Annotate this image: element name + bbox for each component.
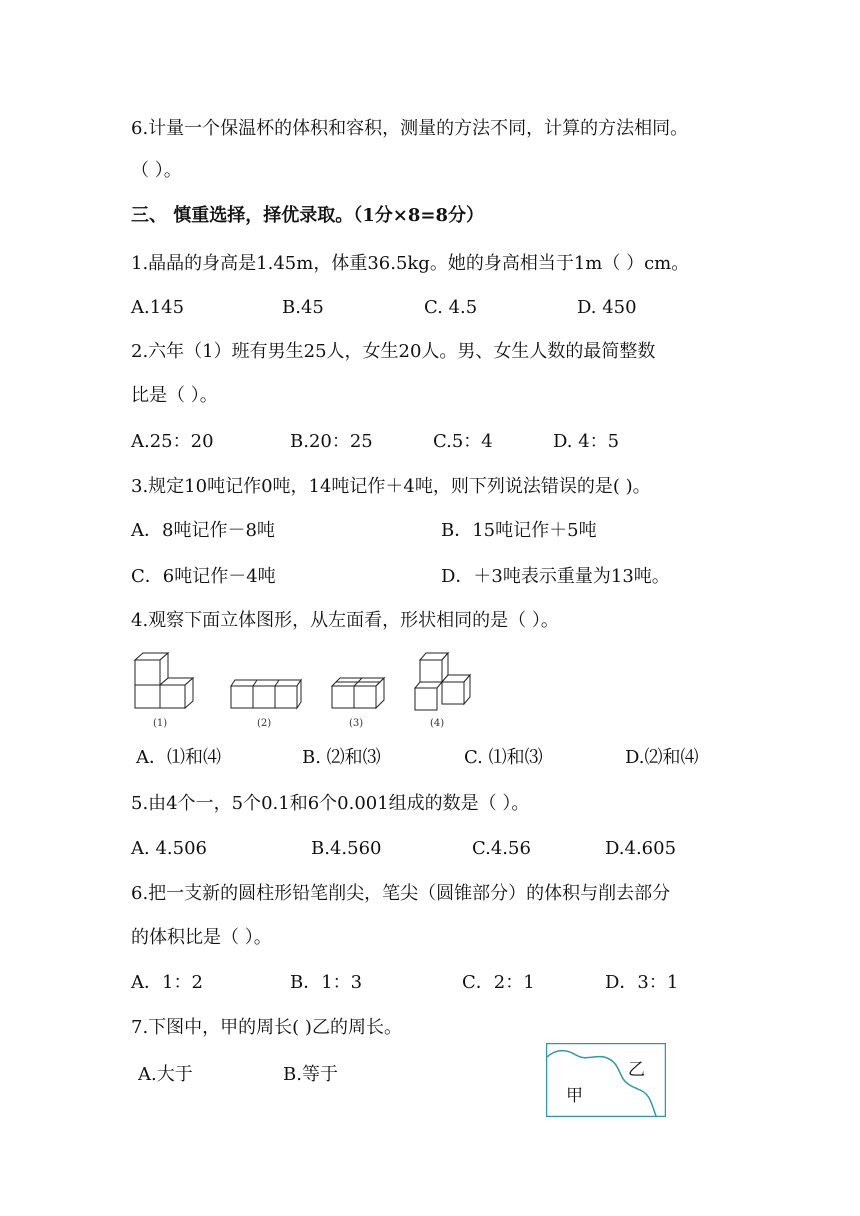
q3-option-c: C．6吨记作－4吨 bbox=[131, 566, 276, 587]
question-2-line-2: 比是（ ）。 bbox=[131, 385, 218, 406]
q3-option-a: A．8吨记作－8吨 bbox=[131, 520, 275, 541]
figure-3-label: (3) bbox=[349, 718, 364, 729]
section-3-heading: 三、 慎重选择，择优录取。（1分×8=8分） bbox=[131, 205, 485, 226]
q5-option-d: D.4.605 bbox=[605, 838, 677, 859]
figure-2-label: (2) bbox=[257, 718, 272, 729]
figure-2-cubes bbox=[231, 680, 301, 708]
jia-yi-shape-drawing bbox=[546, 1043, 666, 1117]
q2-option-d: D. 4：5 bbox=[553, 431, 620, 452]
q3-option-d: D．＋3吨表示重量为13吨。 bbox=[441, 566, 670, 587]
q1-option-d: D. 450 bbox=[577, 297, 637, 318]
question-1: 1.晶晶的身高是1.45m，体重36.5kg。她的身高相当于1m（ ）cm。 bbox=[131, 253, 690, 274]
q1-option-b: B.45 bbox=[282, 297, 324, 318]
question-7: 7.下图中，甲的周长( )乙的周长。 bbox=[131, 1017, 402, 1038]
figure-1-label: (1) bbox=[153, 718, 168, 729]
q6-option-c: C．2：1 bbox=[462, 972, 535, 993]
question-2-line-1: 2.六年（1）班有男生25人，女生20人。男、女生人数的最简整数 bbox=[131, 341, 656, 362]
q4-solid-figures bbox=[133, 650, 493, 732]
q2-option-b: B.20：25 bbox=[290, 431, 373, 452]
prev-question-6: 6.计量一个保温杯的体积和容积，测量的方法不同，计算的方法相同。 bbox=[131, 118, 689, 139]
q6-option-b: B．1：3 bbox=[290, 972, 363, 993]
figure-3-cubes bbox=[332, 678, 384, 708]
figure-4-label: (4) bbox=[430, 718, 445, 729]
question-6-line-2: 的体积比是（ ）。 bbox=[131, 927, 272, 948]
q4-option-d: D.⑵和⑷ bbox=[625, 747, 699, 768]
question-4: 4.观察下面立体图形，从左面看，形状相同的是（ ）。 bbox=[131, 610, 559, 631]
q1-option-c: C. 4.5 bbox=[424, 297, 478, 318]
q6-option-a: A．1：2 bbox=[131, 972, 203, 993]
shape-border bbox=[547, 1044, 666, 1117]
q6-option-d: D．3：1 bbox=[605, 972, 679, 993]
q2-option-c: C.5：4 bbox=[433, 431, 493, 452]
q5-option-b: B.4.560 bbox=[311, 838, 382, 859]
q4-option-c: C. ⑴和⑶ bbox=[464, 747, 543, 768]
q1-option-a: A.145 bbox=[131, 297, 185, 318]
prev-question-6-blank: （ ）。 bbox=[131, 160, 182, 181]
q4-option-a: A．⑴和⑷ bbox=[136, 747, 221, 768]
q5-option-c: C.4.56 bbox=[472, 838, 531, 859]
q4-option-b: B. ⑵和⑶ bbox=[302, 747, 381, 768]
question-3: 3.规定10吨记作0吨，14吨记作＋4吨，则下列说法错误的是( )。 bbox=[131, 476, 651, 497]
q7-option-a: A.大于 bbox=[138, 1064, 193, 1085]
figure-1-cubes bbox=[135, 653, 193, 708]
question-6-line-1: 6.把一支新的圆柱形铅笔削尖，笔尖（圆锥部分）的体积与削去部分 bbox=[131, 883, 671, 904]
q7-shape-figure bbox=[546, 1043, 666, 1117]
question-5: 5.由4个一，5个0.1和6个0.001组成的数是（ ）。 bbox=[131, 793, 530, 814]
label-yi: 乙 bbox=[628, 1060, 645, 1080]
q5-option-a: A. 4.506 bbox=[131, 838, 207, 859]
figure-4-cubes bbox=[415, 653, 470, 710]
label-jia: 甲 bbox=[566, 1086, 583, 1106]
q7-option-b: B.等于 bbox=[283, 1064, 338, 1085]
q2-option-a: A.25：20 bbox=[131, 431, 214, 452]
q3-option-b: B．15吨记作＋5吨 bbox=[441, 520, 597, 541]
